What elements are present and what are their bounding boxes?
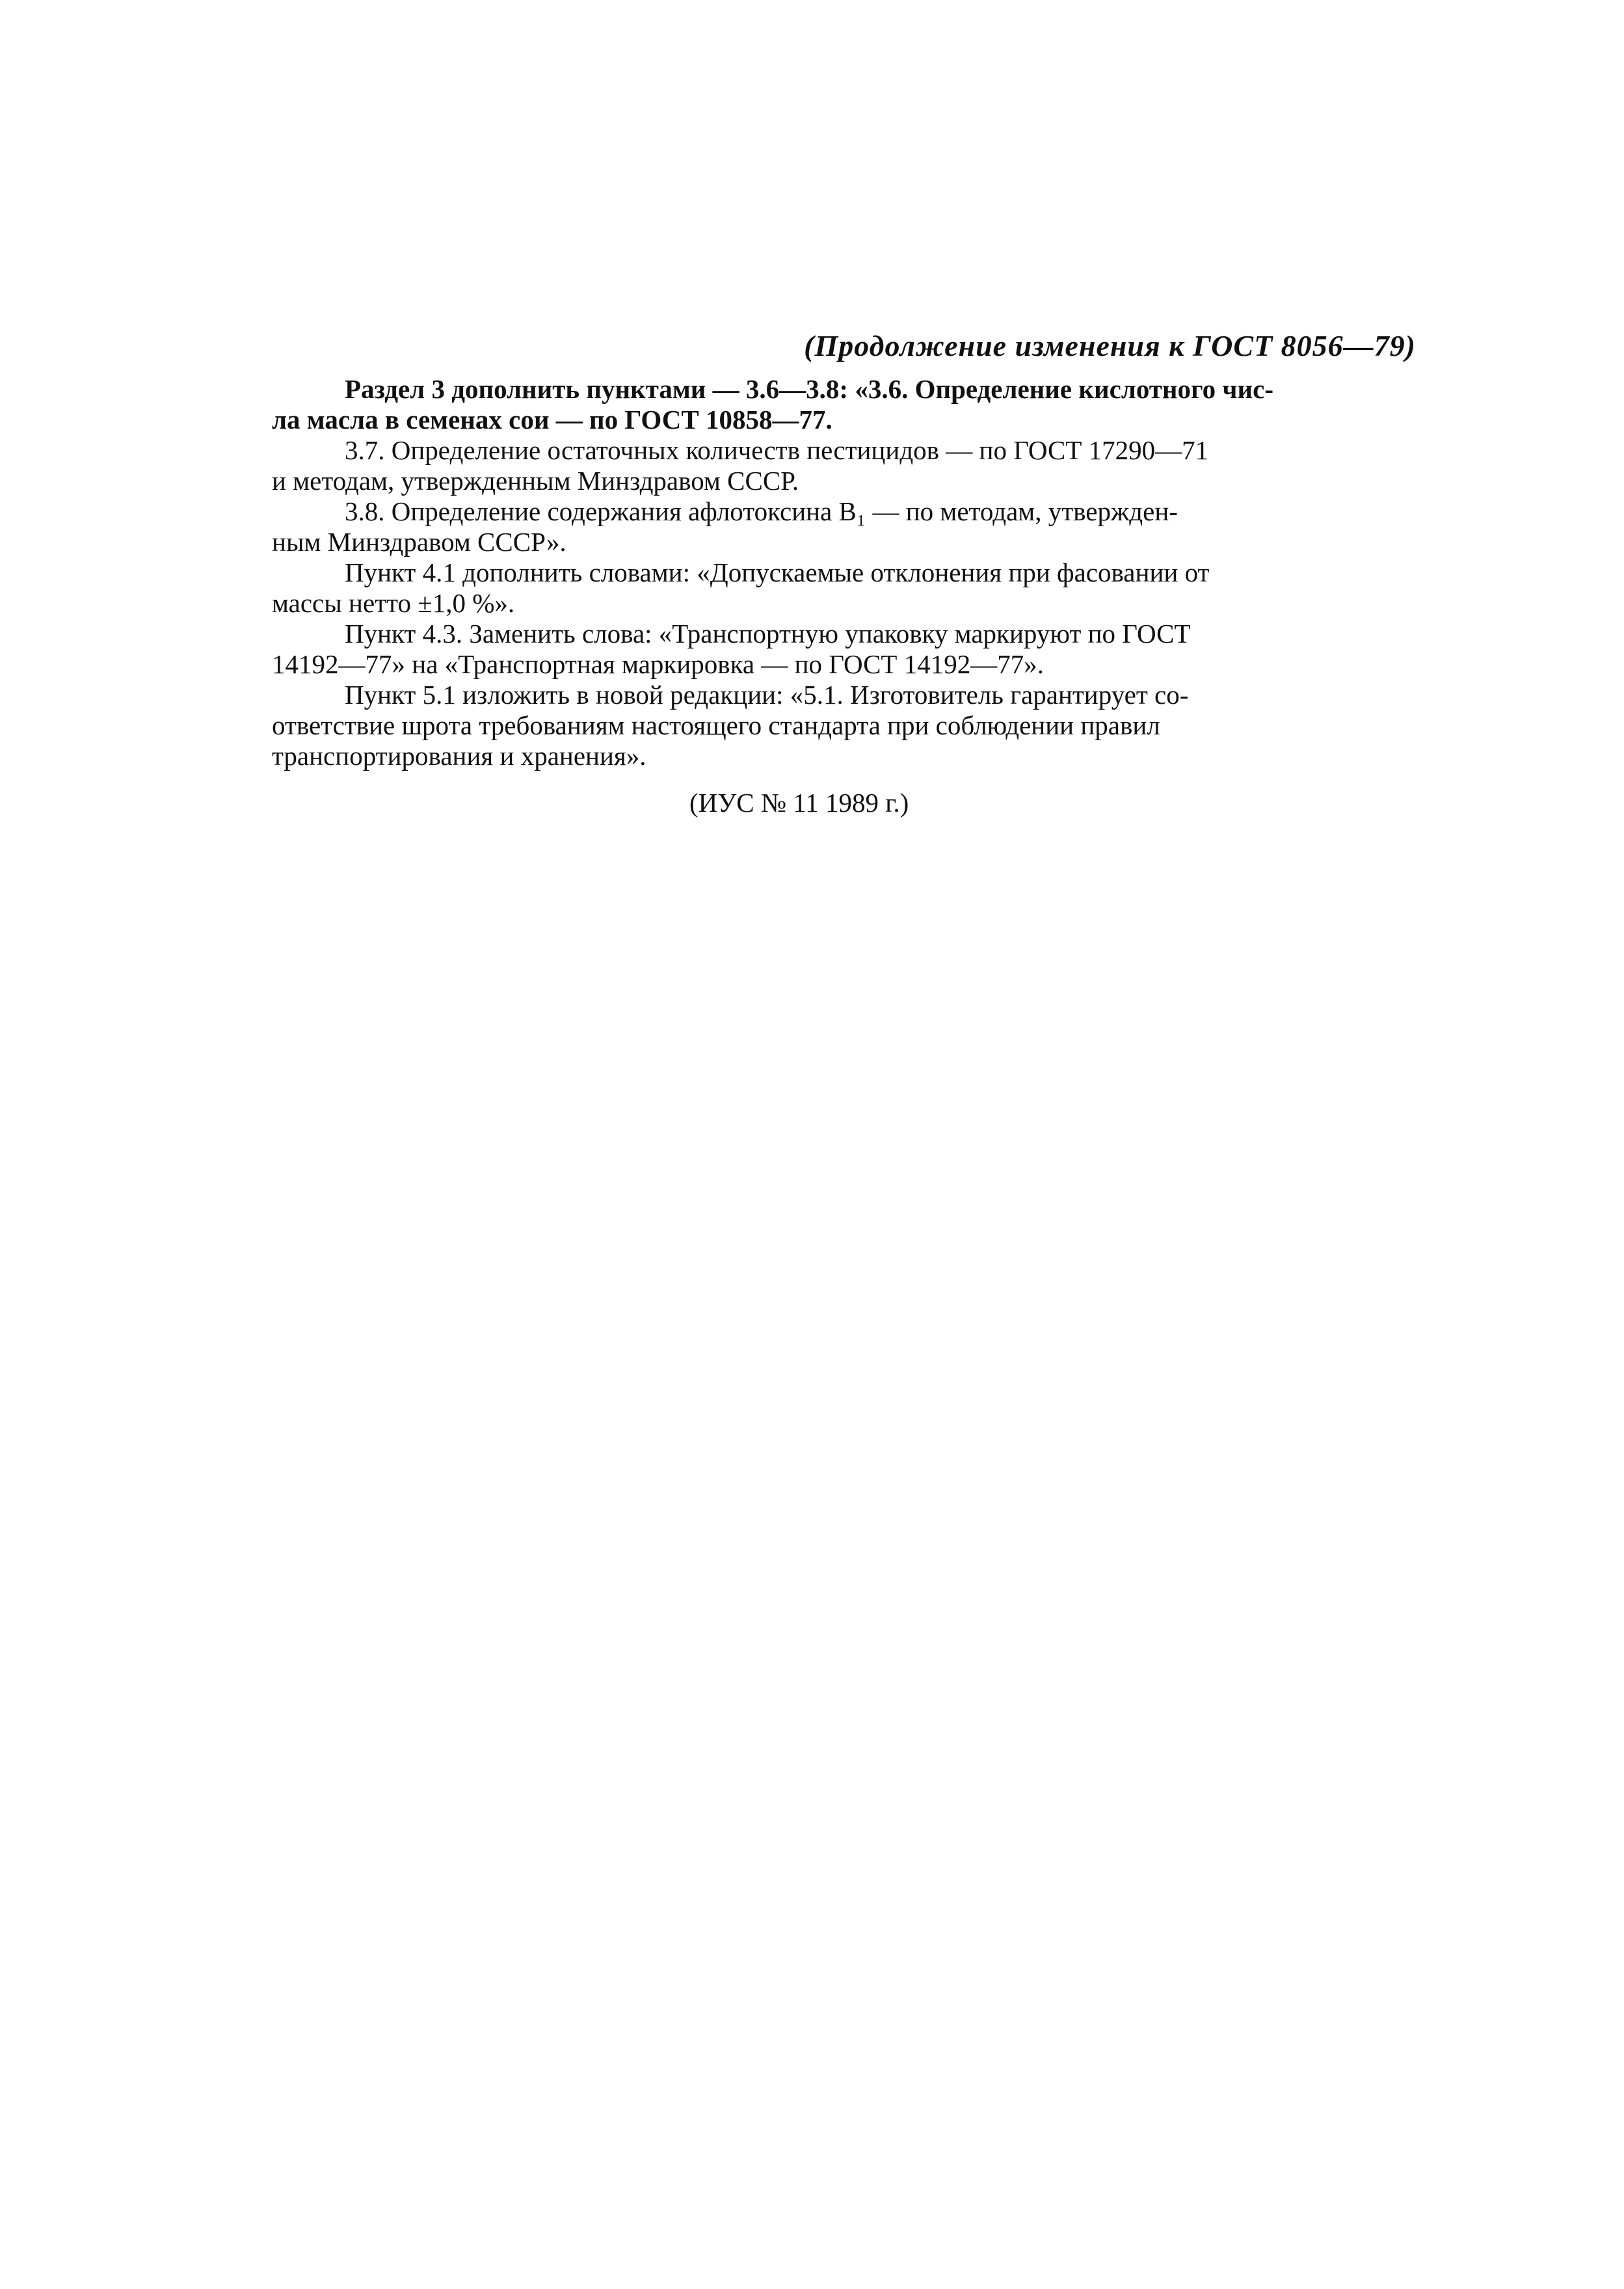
paragraph-5-1	[272, 680, 1417, 771]
continuation-header: (Продолжение изменения к ГОСТ 8056—79)	[804, 329, 1416, 362]
text-line: ным Минздравом СССР».	[272, 527, 566, 557]
paragraph-3-8	[272, 496, 1417, 557]
text-line: массы нетто ±1,0 %».	[272, 588, 515, 618]
text-line: 3.8. Определение содержания афлотоксина B₁ — по методам, утвержден-	[345, 496, 1178, 526]
source-reference: (ИУС № 11 1989 г.)	[689, 788, 909, 818]
text-line: 14192—77» на «Транспортная маркировка — по ГОСТ 14192—77».	[272, 649, 1044, 679]
text-line: 3.7. Определение остаточных количеств пестицидов — по ГОСТ 17290—71	[345, 435, 1209, 465]
paragraph-4-3	[272, 619, 1417, 680]
text-line: ответствие шрота требованиям настоящего стандарта при соблюдении правил	[272, 710, 1160, 740]
text-line: ла масла в семенах сои — по ГОСТ 10858—77.	[272, 405, 832, 435]
text-line: Пункт 4.1 дополнить словами: «Допускаемые отклонения при фасовании от	[345, 557, 1210, 587]
text-line: Пункт 5.1 изложить в новой редакции: «5.1. Изготовитель гарантирует со-	[345, 680, 1189, 710]
amendment-text	[272, 374, 1417, 771]
text-line: транспортирования и хранения».	[272, 741, 646, 771]
text-line: и методам, утвержденным Минздравом СССР.	[272, 466, 799, 496]
paragraph-4-1	[272, 557, 1417, 619]
paragraph-3-7	[272, 435, 1417, 496]
paragraph-section-3	[272, 374, 1417, 435]
text-line: Пункт 4.3. Заменить слова: «Транспортную упаковку маркируют по ГОСТ	[345, 619, 1191, 649]
text-line: Раздел 3 дополнить пунктами — 3.6—3.8: «3.6. Определение кислотного чис-	[345, 374, 1273, 404]
